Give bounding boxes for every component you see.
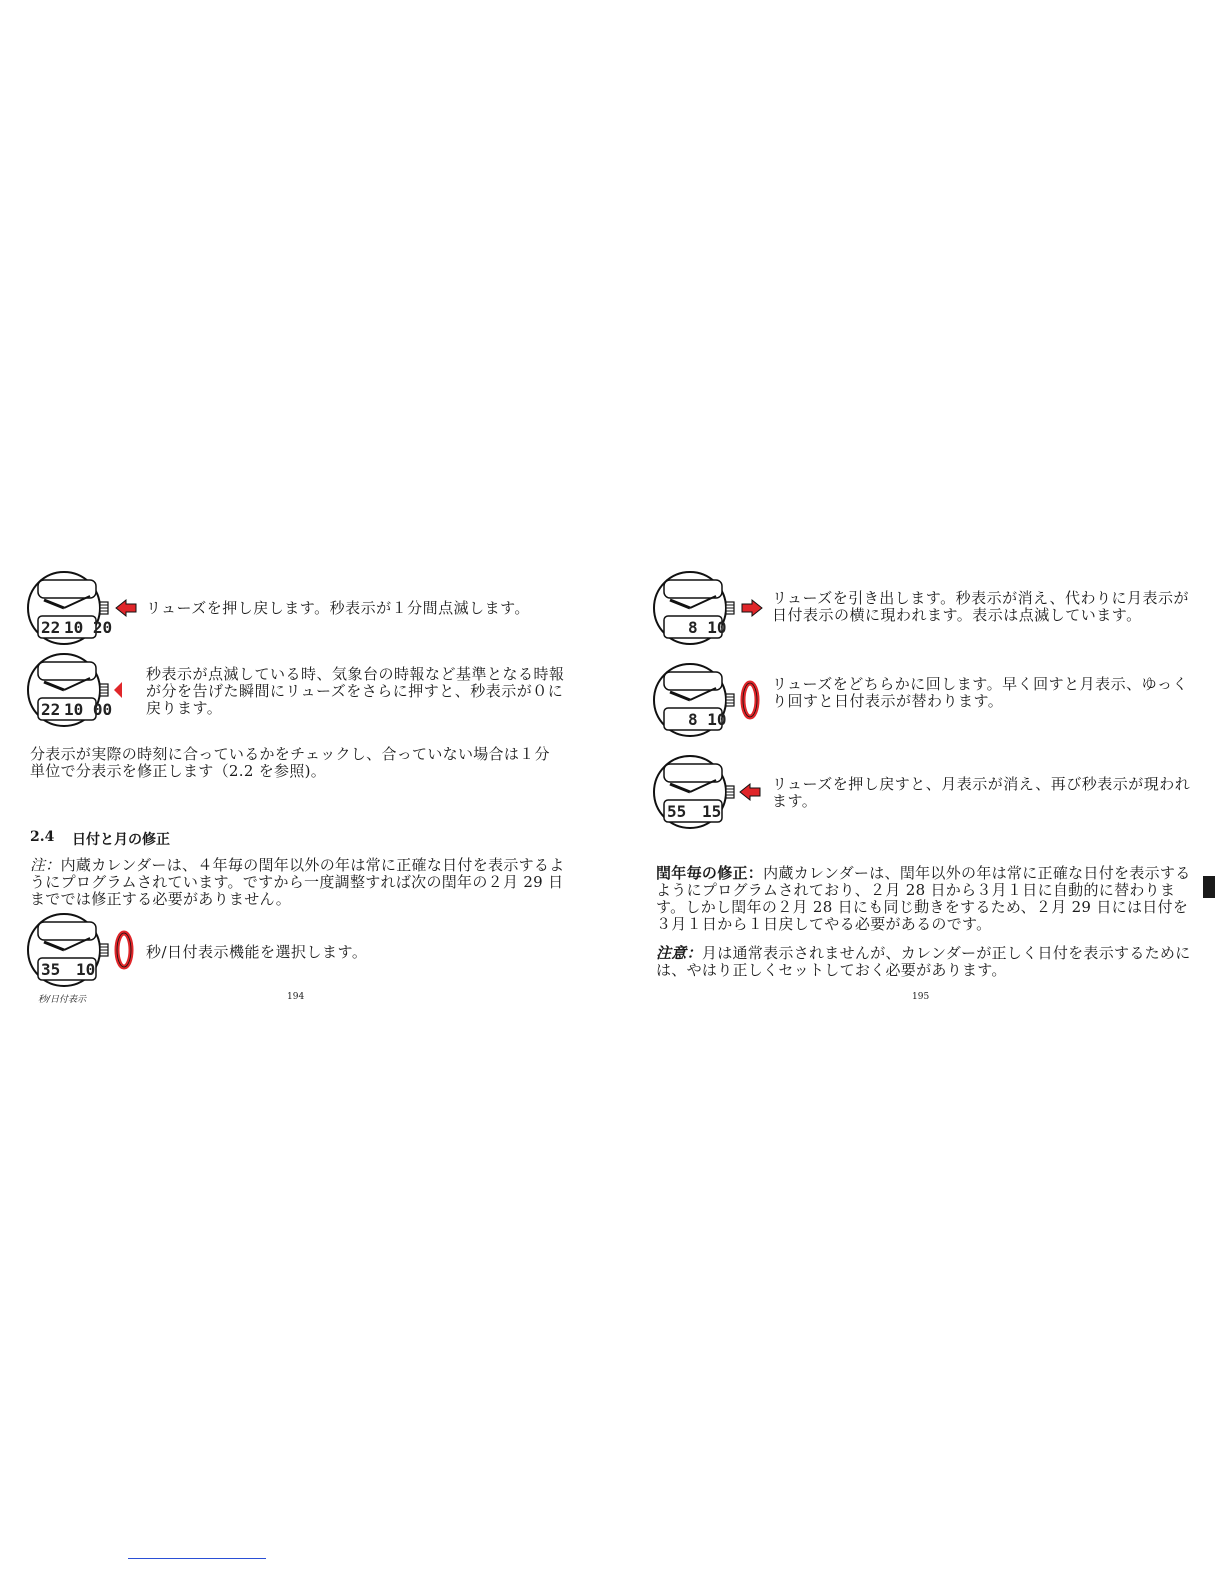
lcd-left-value: 55: [667, 802, 687, 821]
note-label: 注：: [30, 856, 61, 874]
lcd-right-value: 8 10: [688, 710, 727, 729]
watch-illustration-4: [652, 570, 764, 650]
lcd-right-value: 10 00: [64, 700, 113, 719]
step-text: 秒/日付表示機能を選択します。: [146, 943, 368, 961]
lcd-left-value: 22: [41, 700, 61, 719]
page-number: 194: [287, 992, 305, 1002]
note-paragraph: [30, 857, 565, 908]
watch-illustration-6: [652, 754, 764, 834]
leap-year-paragraph: [656, 865, 1191, 933]
section-title: 日付と月の修正: [72, 832, 170, 848]
watch-illustration-3: [26, 912, 138, 992]
section-tab-marker: [1203, 876, 1215, 898]
leap-label: 閏年毎の修正：: [656, 864, 764, 882]
step-text: リューズをどちらかに回します。早く回すと月表示、ゆっくり回すと日付表示が替わります。: [772, 675, 1188, 710]
footer-label: 秒/日付表示: [38, 995, 87, 1005]
note-text: 内蔵カレンダーは、４年毎の閏年以外の年は常に正確な日付を表示するようにプログラムされています。ですから一度調整すれば次の閏年の２月 29 日まで: [30, 856, 565, 908]
step-text: リューズを引き出します。秒表示が消え、代わりに月表示が日付表示の横に現われます。表示は点滅しています。: [772, 589, 1190, 624]
section-number: 2.4: [30, 829, 55, 845]
page-number: 195: [912, 992, 930, 1002]
bottom-divider: [128, 1558, 266, 1559]
watch-illustration-1: [26, 570, 138, 650]
watch-illustration-2: [26, 652, 138, 732]
watch-illustration-5: [652, 662, 764, 742]
caution-paragraph: [656, 945, 1191, 979]
caution-text: 月は通常表示されませんが、カレンダーが正しく日付を表示するためには、やはり正しくセットしておく必要があります。: [656, 944, 1191, 979]
step-text: リューズを押し戻します。秒表示が１分間点滅します。: [146, 599, 530, 617]
caution-label: 注意：: [656, 944, 702, 962]
check-paragraph: 分表示が実際の時刻に合っているかをチェックし、合っていない場合は１分単位で分表示を修正します（2.2 を参照)。: [30, 745, 550, 780]
step-text: 秒表示が点滅している時、気象台の時報など基準となる時報が分を告げた瞬間にリューズをさらに押すと、秒表示が０に戻ります。: [146, 665, 565, 717]
lcd-right-value: 10: [76, 960, 96, 979]
note-text-end: では修正する必要がありません。: [60, 890, 292, 908]
lcd-right-value: 10 20: [64, 618, 113, 637]
lcd-right-value: 8 10: [688, 618, 727, 637]
lcd-right-value: 15: [702, 802, 722, 821]
step-text: リューズを押し戻すと、月表示が消え、再び秒表示が現われます。: [772, 775, 1191, 810]
lcd-left-value: 35: [41, 960, 61, 979]
leap-text: 内蔵カレンダーは、閏年以外の年は常に正確な日付を表示するようにプログラムされており、２月 28 日から３月１日に自動的に替わります。しかし閏年の２月 28 日にも同じ動きをするため、２月 29 日には日付を３月１日から１日戻してやる必要があるのです。: [656, 864, 1191, 933]
lcd-left-value: 22: [41, 618, 61, 637]
